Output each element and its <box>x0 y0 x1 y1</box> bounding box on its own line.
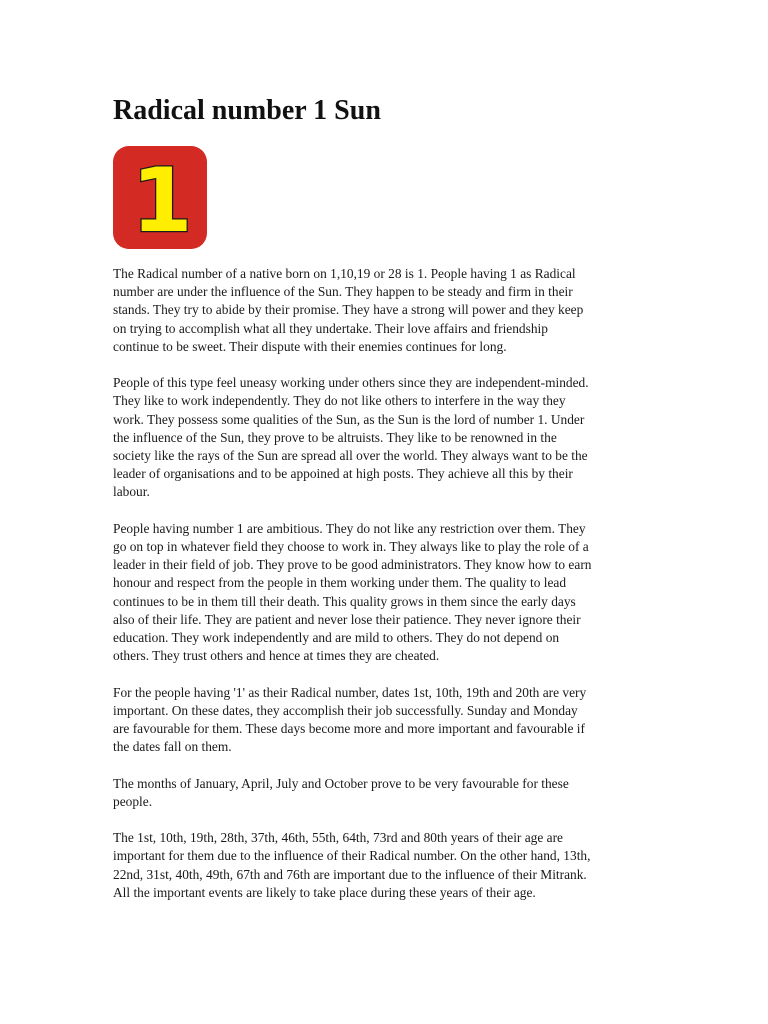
article-body <box>113 265 658 920</box>
page-title: Radical number 1 Sun <box>113 95 381 126</box>
paragraph: For the people having '1' as their Radical number, dates 1st, 10th, 19th and 20th are very important. On these dates, they accomplish their job successfully. Sunday and Monday are favourable for them. These days become more and more important and favourable if the dates fall on them. <box>113 684 587 755</box>
paragraph: People of this type feel uneasy working under others since they are independent-minded. They like to work independently. They do not like others to interfere in the way they work. They possess some qualities of the Sun, as the Sun is the lord of number 1. Under the influence of the Sun, they prove to be altruists. They like to be renowned in the society like the rays of the Sun are spread all over the world. They always want to be the leader of organisations and to be appoined at high posts. They achieve all this by their labour. <box>113 375 589 500</box>
paragraph: The 1st, 10th, 19th, 28th, 37th, 46th, 55th, 64th, 73rd and 80th years of their age are important for them due to the influence of their Radical number. On the other hand, 13th, 22nd, 31st, 40th, 49th, 67th and 76th are important due to the influence of their Mitrank. All the important events are likely to take place during these years of their age. <box>113 830 591 900</box>
number-one-badge-image <box>113 146 207 249</box>
paragraph: The Radical number of a native born on 1,10,19 or 28 is 1. People having 1 as Radical number are under the influence of the Sun. They happen to be steady and firm in their stands. They try to abide by their promise. They have a strong will power and they keep on trying to accomplish what all they undertake. Their love affairs and friendship continue to be sweet. Their dispute with their enemies continues for long. <box>113 266 584 354</box>
number-one-badge-icon <box>113 146 207 249</box>
paragraph: People having number 1 are ambitious. They do not like any restriction over them. They go on top in whatever field they choose to work in. They always like to play the role of a leader in their field of job. They prove to be good administrators. They know how to earn honour and respect from the people in them working under them. The quality to lead continues to be in them till their death. This quality grows in them since the early days also of their life. They are patient and never lose their patience. They never ignore their education. They work independently and are mild to others. They do not depend on others. They trust others and hence at times they are cheated. <box>113 520 592 664</box>
paragraph: The months of January, April, July and October prove to be very favourable for these people. <box>113 775 569 809</box>
badge-numeral: 1 <box>131 149 193 249</box>
